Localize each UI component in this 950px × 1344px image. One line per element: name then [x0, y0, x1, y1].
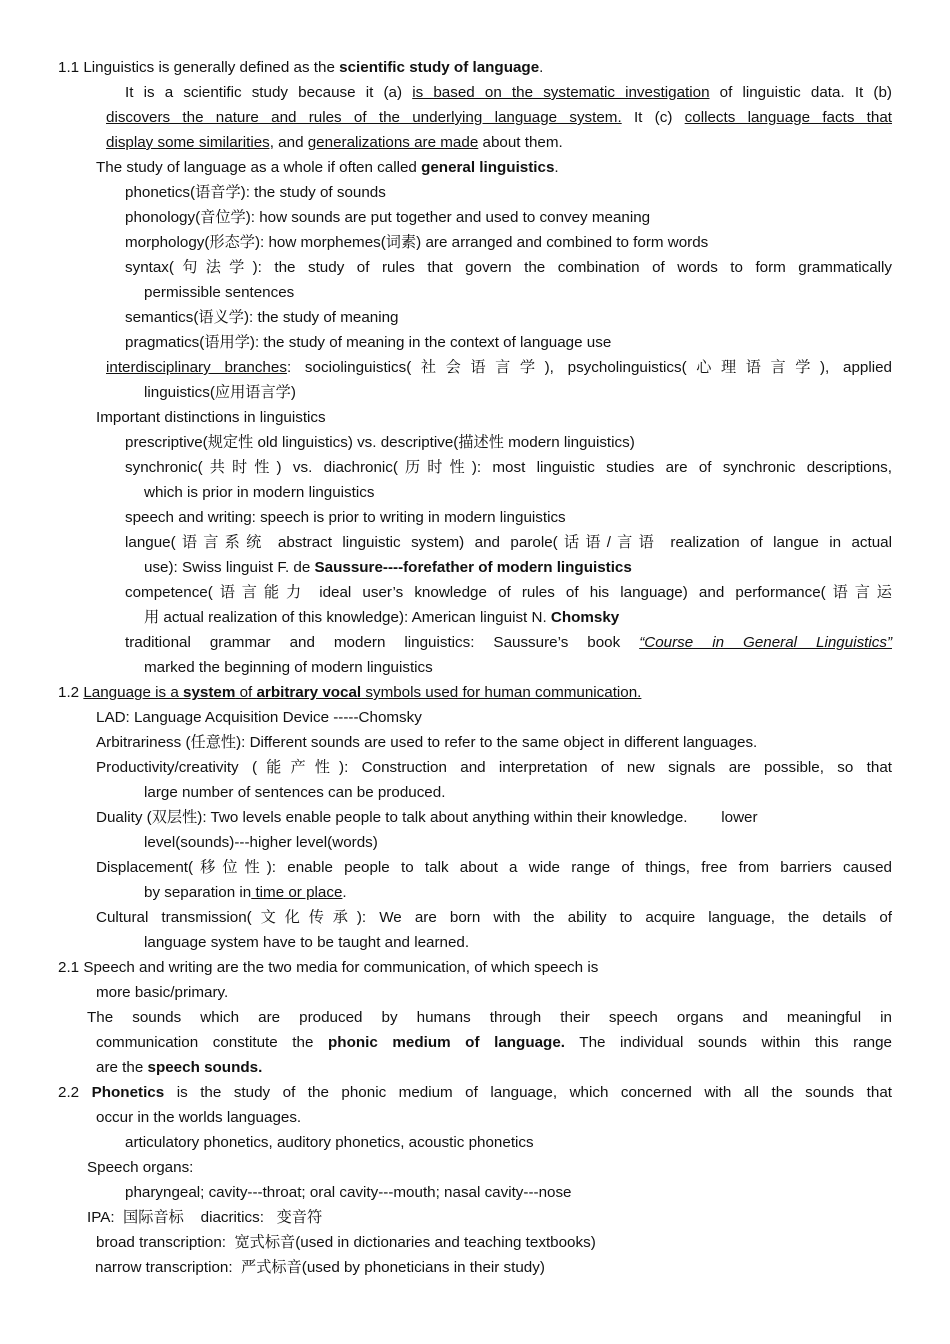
- text-line: permissible sentences: [144, 284, 295, 301]
- text-line: linguistics(应用语言学): [144, 384, 296, 401]
- displacement-item: Displacement(移位性): enable people to talk about a wide range of things, free from barriers caused: [96, 859, 892, 876]
- duality-item: Duality (双层性): Two levels enable people to talk about anything within their knowledge. lower: [96, 809, 758, 826]
- section-2-2-phonetics: 2.2 Phonetics is the study of the phonic medium of language, which concerned with all the sounds that: [58, 1084, 892, 1101]
- lad-item: LAD: Language Acquisition Device -----Chomsky: [96, 709, 422, 726]
- cultural-transmission-item: Cultural transmission(文化传承): We are born with the ability to acquire language, the details of: [96, 909, 892, 926]
- text-line: marked the beginning of modern linguistics: [144, 659, 433, 676]
- section-2-1-heading: 2.1 Speech and writing are the two media for communication, of which speech is: [58, 959, 599, 976]
- text-line: display some similarities, and generalizations are made about them.: [106, 134, 563, 151]
- phonetics-branches-item: articulatory phonetics, auditory phonetics, acoustic phonetics: [125, 1134, 534, 1151]
- section-1-1-definition: 1.1 Linguistics is generally defined as the scientific study of language.: [58, 59, 544, 76]
- traditional-grammar-item: traditional grammar and modern linguistics: Saussure’s book “Course in General Linguistics”: [125, 634, 892, 651]
- text-line: The sounds which are produced by humans through their speech organs and meaningful in: [87, 1009, 892, 1026]
- interdisciplinary-branches-line: interdisciplinary branches: sociolinguistics(社会语言学), psycholinguistics(心理语言学), applied: [106, 359, 892, 376]
- text-line: 用 actual realization of this knowledge): American linguist N. Chomsky: [144, 609, 620, 626]
- speech-organs-heading: Speech organs:: [87, 1159, 194, 1176]
- arbitrariness-item: Arbitrariness (任意性): Different sounds are used to refer to the same object in different languages.: [96, 734, 758, 751]
- ipa-item: IPA: 国际音标 diacritics: 变音符: [87, 1209, 323, 1226]
- pragmatics-item: pragmatics(语用学): the study of meaning in the context of language use: [125, 334, 612, 351]
- text-line: large number of sentences can be produced.: [144, 784, 446, 801]
- prescriptive-item: prescriptive(规定性 old linguistics) vs. descriptive(描述性 modern linguistics): [125, 434, 635, 451]
- text-line: discovers the nature and rules of the underlying language system. It (c) collects language facts that: [106, 109, 893, 126]
- text-line: by separation in time or place.: [144, 884, 347, 901]
- phonology-item: phonology(音位学): how sounds are put together and used to convey meaning: [125, 209, 651, 226]
- section-1-2-definition: 1.2 Language is a system of arbitrary vocal symbols used for human communication.: [58, 684, 642, 701]
- text-line: language system have to be taught and learned.: [144, 934, 470, 951]
- text-line: use): Swiss linguist F. de Saussure----forefather of modern linguistics: [144, 559, 632, 576]
- distinctions-heading: Important distinctions in linguistics: [96, 409, 326, 426]
- text-line: more basic/primary.: [96, 984, 229, 1001]
- text-line: are the speech sounds.: [96, 1059, 263, 1076]
- narrow-transcription-item: narrow transcription: 严式标音(used by phoneticians in their study): [95, 1259, 545, 1276]
- text-line: level(sounds)---higher level(words): [144, 834, 378, 851]
- speech-organs-item: pharyngeal; cavity---throat; oral cavity---mouth; nasal cavity---nose: [125, 1184, 572, 1201]
- competence-item: competence(语言能力 ideal user’s knowledge of rules of his language) and performance(语言运: [125, 584, 892, 601]
- general-linguistics-line: The study of language as a whole if often called general linguistics.: [96, 159, 559, 176]
- phonetics-item: phonetics(语音学): the study of sounds: [125, 184, 386, 201]
- semantics-item: semantics(语义学): the study of meaning: [125, 309, 399, 326]
- broad-transcription-item: broad transcription: 宽式标音(used in dictionaries and teaching textbooks): [96, 1234, 596, 1251]
- syntax-item: syntax(句法学): the study of rules that govern the combination of words to form grammatically: [125, 259, 892, 276]
- text-line: which is prior in modern linguistics: [144, 484, 375, 501]
- productivity-item: Productivity/creativity (能产性): Construction and interpretation of new signals are possible, so that: [96, 759, 892, 776]
- morphology-item: morphology(形态学): how morphemes(词素) are arranged and combined to form words: [125, 234, 709, 251]
- synchronic-item: synchronic(共时性) vs. diachronic(历时性): most linguistic studies are of synchronic descriptions,: [125, 459, 892, 476]
- text-line: communication constitute the phonic medium of language. The individual sounds within this range: [96, 1034, 892, 1051]
- langue-parole-item: langue(语言系统 abstract linguistic system) and parole(话语/言语 realization of langue in actual: [125, 534, 892, 551]
- text-line: occur in the worlds languages.: [96, 1109, 302, 1126]
- text-line: It is a scientific study because it (a) is based on the systematic investigation of linguistic data. It (b): [125, 84, 892, 101]
- speech-writing-item: speech and writing: speech is prior to writing in modern linguistics: [125, 509, 566, 526]
